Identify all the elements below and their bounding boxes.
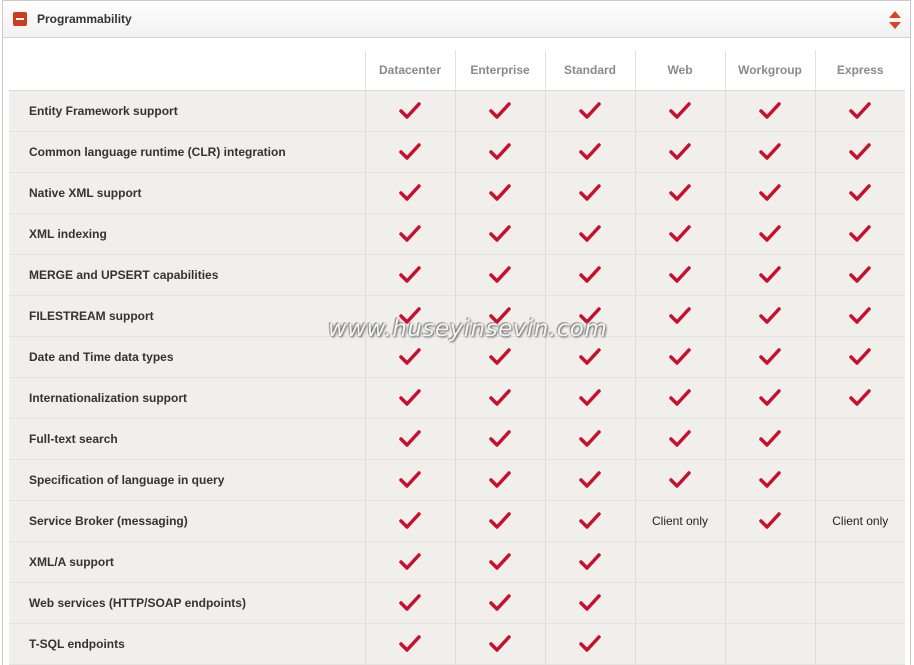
cell-web <box>635 132 725 173</box>
cell-standard <box>545 378 635 419</box>
check-icon <box>759 266 781 284</box>
check-icon <box>489 102 511 120</box>
cell-web <box>635 501 725 542</box>
cell-express <box>815 173 905 214</box>
check-icon <box>759 225 781 243</box>
cell-enterprise <box>455 542 545 583</box>
cell-workgroup <box>725 296 815 337</box>
check-icon <box>489 594 511 612</box>
feature-name: FILESTREAM support <box>9 296 365 337</box>
check-icon <box>579 266 601 284</box>
cell-workgroup <box>725 378 815 419</box>
cell-express <box>815 337 905 378</box>
cell-express <box>815 296 905 337</box>
cell-datacenter <box>365 337 455 378</box>
check-icon <box>579 553 601 571</box>
cell-datacenter <box>365 296 455 337</box>
cell-note: Client only <box>832 514 889 528</box>
cell-express <box>815 501 905 542</box>
cell-datacenter <box>365 501 455 542</box>
table-row <box>9 337 905 378</box>
check-icon <box>759 471 781 489</box>
cell-workgroup <box>725 419 815 460</box>
check-icon <box>489 430 511 448</box>
check-icon <box>669 102 691 120</box>
cell-express <box>815 542 905 583</box>
check-icon <box>489 512 511 530</box>
check-icon <box>489 553 511 571</box>
check-icon <box>849 143 871 161</box>
cell-web <box>635 337 725 378</box>
feature-name: Specification of language in query <box>9 460 365 501</box>
check-icon <box>489 348 511 366</box>
check-icon <box>579 143 601 161</box>
table-row <box>9 378 905 419</box>
cell-web <box>635 542 725 583</box>
feature-name: MERGE and UPSERT capabilities <box>9 255 365 296</box>
cell-enterprise <box>455 214 545 255</box>
column-header-workgroup: Workgroup <box>725 50 815 91</box>
check-icon <box>399 512 421 530</box>
cell-web <box>635 378 725 419</box>
cell-standard <box>545 501 635 542</box>
check-icon <box>759 102 781 120</box>
cell-datacenter <box>365 583 455 624</box>
cell-web <box>635 419 725 460</box>
cell-workgroup <box>725 91 815 132</box>
cell-note: Client only <box>651 514 709 528</box>
cell-datacenter <box>365 91 455 132</box>
cell-enterprise <box>455 501 545 542</box>
check-icon <box>579 512 601 530</box>
column-header-web: Web <box>635 50 725 91</box>
check-icon <box>759 389 781 407</box>
check-icon <box>399 143 421 161</box>
check-icon <box>849 102 871 120</box>
column-header-enterprise: Enterprise <box>455 50 545 91</box>
feature-column-header <box>9 50 365 91</box>
cell-express <box>815 255 905 296</box>
table-row <box>9 296 905 337</box>
cell-standard <box>545 542 635 583</box>
feature-name: Entity Framework support <box>9 91 365 132</box>
panel-header[interactable] <box>3 1 910 38</box>
feature-name: Internationalization support <box>9 378 365 419</box>
check-icon <box>849 389 871 407</box>
cell-enterprise <box>455 255 545 296</box>
cell-datacenter <box>365 542 455 583</box>
feature-name: XML indexing <box>9 214 365 255</box>
feature-name: Web services (HTTP/SOAP endpoints) <box>9 583 365 624</box>
cell-express <box>815 91 905 132</box>
check-icon <box>399 225 421 243</box>
cell-enterprise <box>455 419 545 460</box>
sort-arrows-icon[interactable] <box>889 11 901 29</box>
cell-standard <box>545 296 635 337</box>
check-icon <box>489 184 511 202</box>
check-icon <box>399 266 421 284</box>
cell-standard <box>545 460 635 501</box>
check-icon <box>489 266 511 284</box>
cell-workgroup <box>725 255 815 296</box>
check-icon <box>489 307 511 325</box>
cell-enterprise <box>455 132 545 173</box>
check-icon <box>489 389 511 407</box>
table-row <box>9 501 905 542</box>
cell-express <box>815 583 905 624</box>
check-icon <box>399 389 421 407</box>
table-row <box>9 542 905 583</box>
cell-datacenter <box>365 132 455 173</box>
feature-name: Service Broker (messaging) <box>9 501 365 542</box>
cell-workgroup <box>725 132 815 173</box>
feature-name: Native XML support <box>9 173 365 214</box>
check-icon <box>669 225 691 243</box>
check-icon <box>849 266 871 284</box>
check-icon <box>579 430 601 448</box>
check-icon <box>669 430 691 448</box>
cell-express <box>815 419 905 460</box>
check-icon <box>579 348 601 366</box>
check-icon <box>759 430 781 448</box>
cell-workgroup <box>725 214 815 255</box>
cell-enterprise <box>455 337 545 378</box>
cell-web <box>635 214 725 255</box>
table-row <box>9 255 905 296</box>
cell-workgroup <box>725 460 815 501</box>
check-icon <box>759 184 781 202</box>
check-icon <box>579 594 601 612</box>
cell-web <box>635 296 725 337</box>
check-icon <box>399 553 421 571</box>
cell-web <box>635 624 725 665</box>
cell-workgroup <box>725 501 815 542</box>
cell-standard <box>545 255 635 296</box>
cell-express <box>815 378 905 419</box>
cell-workgroup <box>725 583 815 624</box>
check-icon <box>669 348 691 366</box>
cell-enterprise <box>455 624 545 665</box>
check-icon <box>759 307 781 325</box>
cell-standard <box>545 214 635 255</box>
check-icon <box>579 635 601 653</box>
cell-enterprise <box>455 91 545 132</box>
cell-standard <box>545 132 635 173</box>
feature-name: Common language runtime (CLR) integration <box>9 132 365 173</box>
check-icon <box>669 266 691 284</box>
check-icon <box>489 471 511 489</box>
check-icon <box>489 225 511 243</box>
check-icon <box>849 225 871 243</box>
cell-web <box>635 583 725 624</box>
cell-datacenter <box>365 460 455 501</box>
cell-datacenter <box>365 378 455 419</box>
check-icon <box>399 307 421 325</box>
check-icon <box>489 143 511 161</box>
table-row <box>9 460 905 501</box>
check-icon <box>579 102 601 120</box>
cell-web <box>635 91 725 132</box>
feature-comparison-table <box>9 50 905 665</box>
watermark-text: www.huseyinsevin.com <box>328 316 608 342</box>
table-header-row <box>9 50 905 91</box>
check-icon <box>579 307 601 325</box>
cell-web <box>635 460 725 501</box>
cell-datacenter <box>365 214 455 255</box>
check-icon <box>849 184 871 202</box>
cell-standard <box>545 173 635 214</box>
check-icon <box>669 143 691 161</box>
cell-enterprise <box>455 460 545 501</box>
cell-standard <box>545 624 635 665</box>
feature-name: T-SQL endpoints <box>9 624 365 665</box>
cell-web <box>635 255 725 296</box>
table-row <box>9 132 905 173</box>
table-body <box>9 91 905 665</box>
cell-express <box>815 214 905 255</box>
check-icon <box>759 512 781 530</box>
table-row <box>9 583 905 624</box>
cell-enterprise <box>455 378 545 419</box>
column-header-standard: Standard <box>545 50 635 91</box>
check-icon <box>579 184 601 202</box>
table-row <box>9 624 905 665</box>
cell-express <box>815 132 905 173</box>
cell-datacenter <box>365 419 455 460</box>
check-icon <box>399 594 421 612</box>
minus-icon[interactable] <box>13 12 27 26</box>
cell-standard <box>545 419 635 460</box>
check-icon <box>399 102 421 120</box>
check-icon <box>759 348 781 366</box>
feature-name: Date and Time data types <box>9 337 365 378</box>
check-icon <box>579 225 601 243</box>
cell-enterprise <box>455 583 545 624</box>
table-row <box>9 91 905 132</box>
check-icon <box>669 471 691 489</box>
cell-datacenter <box>365 173 455 214</box>
feature-name: Full-text search <box>9 419 365 460</box>
cell-standard <box>545 583 635 624</box>
panel-title: Programmability <box>37 12 132 26</box>
cell-workgroup <box>725 624 815 665</box>
check-icon <box>579 389 601 407</box>
cell-standard <box>545 337 635 378</box>
column-header-datacenter: Datacenter <box>365 50 455 91</box>
cell-datacenter <box>365 624 455 665</box>
check-icon <box>399 635 421 653</box>
check-icon <box>669 307 691 325</box>
table-row <box>9 419 905 460</box>
check-icon <box>849 348 871 366</box>
table-row <box>9 214 905 255</box>
check-icon <box>669 389 691 407</box>
table-row <box>9 173 905 214</box>
check-icon <box>399 471 421 489</box>
check-icon <box>399 184 421 202</box>
cell-standard <box>545 91 635 132</box>
cell-workgroup <box>725 173 815 214</box>
check-icon <box>399 348 421 366</box>
cell-datacenter <box>365 255 455 296</box>
cell-express <box>815 624 905 665</box>
cell-workgroup <box>725 542 815 583</box>
cell-workgroup <box>725 337 815 378</box>
cell-enterprise <box>455 173 545 214</box>
check-icon <box>759 143 781 161</box>
check-icon <box>849 307 871 325</box>
cell-web <box>635 173 725 214</box>
feature-name: XML/A support <box>9 542 365 583</box>
cell-express <box>815 460 905 501</box>
check-icon <box>489 635 511 653</box>
check-icon <box>399 430 421 448</box>
cell-enterprise <box>455 296 545 337</box>
check-icon <box>669 184 691 202</box>
column-header-express: Express <box>815 50 905 91</box>
check-icon <box>579 471 601 489</box>
